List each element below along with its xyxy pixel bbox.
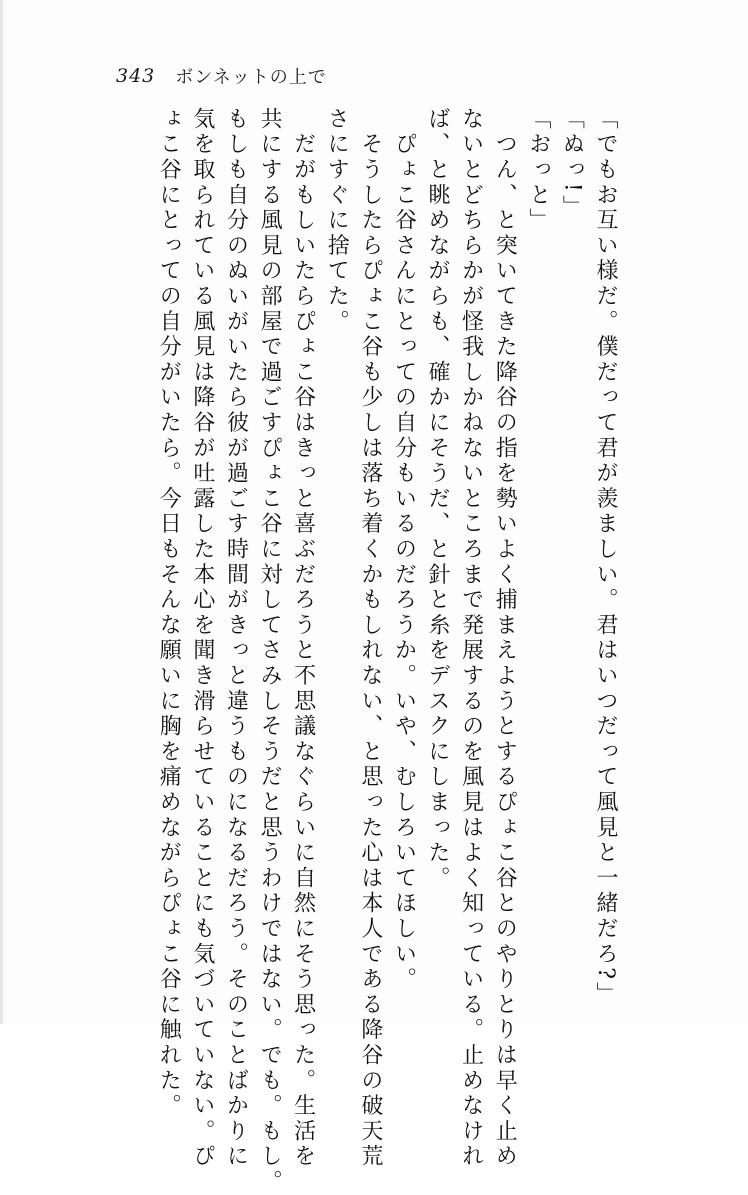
text-line: 共にする風見の部屋で過ごすぴょこ谷に対してさみしそうだと思うわけではない。でも。もし。 [257, 107, 283, 1195]
book-page [3, 0, 748, 1195]
text-line: 「でもお互い様だ。僕だって君が羨ましい。君はいつだって風見と一緒だろ?」 [593, 107, 618, 1008]
text-line: ぴょこ谷さんにとっての自分もいるのだろうか。いや、むしろいてほしい。 [391, 107, 417, 993]
text-line: つん、と突いてきた降谷の指を勢いよく捕まえようとするぴょこ谷とのやりとりは早く止め [492, 107, 518, 1170]
chapter-title: ボンネットの上で [175, 67, 327, 88]
page-number: 343 [116, 65, 156, 87]
text-line: さにすぐに捨てた。 [324, 107, 350, 335]
text-line: だがもしいたらぴょこ谷はきっと喜ぶだろうと不思議なぐらいに自然にそう思った。生活を [290, 107, 316, 1170]
text-line: 「おっと」 [525, 107, 551, 234]
text-line: もしも自分のぬいがいたら彼が過ごす時間がきっと違うものになるだろう。そのことばかりに [223, 107, 249, 1170]
text-line: ないとどちらかが怪我しかねないところまで発展するのを風見はよく知っている。止めなけれ [458, 107, 484, 1170]
running-head [116, 64, 327, 88]
text-line: 気を取られている風見は降谷が吐露した本心を聞き滑らせていることにも気づいていない。ぴ [189, 107, 215, 1170]
text-line: そうしたらぴょこ谷も少しは落ち着くかもしれない、と思った心は本人である降谷の破天荒 [357, 107, 383, 1170]
text-line: ょこ谷にとっての自分がいたら。今日もそんな願いに胸を痛めながらぴょこ谷に触れた。 [156, 107, 182, 1119]
text-line: ば、と眺めながらも、確かにそうだ、と針と糸をデスクにしまった。 [425, 107, 451, 892]
text-line: 「ぬっ!」 [559, 107, 585, 221]
body-text [152, 107, 622, 1195]
